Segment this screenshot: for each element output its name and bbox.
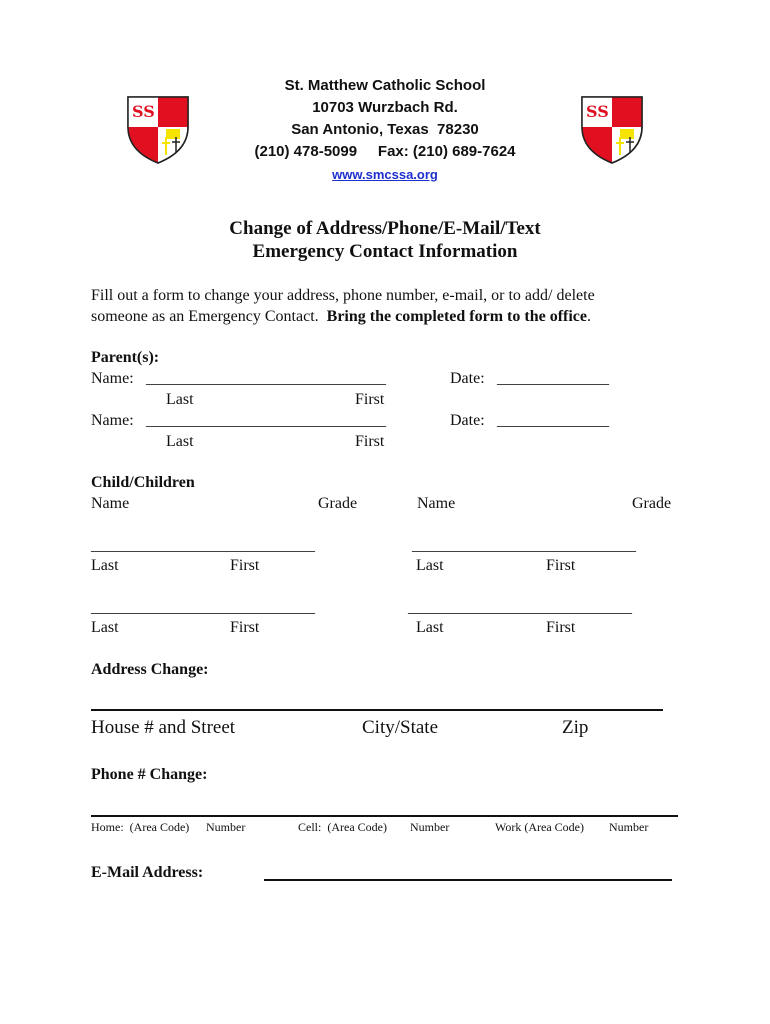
intro-text-bold: Bring the completed form to the office [326, 308, 588, 325]
address-street-caption: House # and Street [91, 717, 236, 738]
parents-heading: Parent(s): [91, 349, 160, 366]
school-name: St. Matthew Catholic School [284, 77, 486, 94]
school-street: 10703 Wurzbach Rd. [312, 99, 458, 116]
parent2-date-field[interactable]: ______________ [497, 412, 609, 429]
website-link[interactable]: www.smcssa.org [332, 167, 438, 182]
work-number-caption: Number [609, 820, 649, 834]
email-input-line[interactable] [264, 879, 672, 881]
phone-input-line[interactable] [91, 815, 678, 817]
school-city: San Antonio, Texas 78230 [291, 121, 479, 138]
address-heading: Address Change: [91, 661, 209, 678]
school-phone-fax: (210) 478-5099 Fax: (210) 689-7624 [254, 143, 516, 160]
cell-area-code-caption: Cell: (Area Code) [298, 820, 387, 834]
children-heading: Child/Children [91, 474, 195, 491]
child1-last-caption: Last [91, 557, 119, 574]
form-title-line2: Emergency Contact Information [252, 241, 518, 262]
parent1-name-field[interactable]: ______________________________ [146, 370, 386, 387]
child1-name-field[interactable]: ____________________________ [91, 537, 315, 554]
svg-text:SS: SS [586, 102, 609, 121]
address-input-line[interactable] [91, 709, 663, 711]
intro-text-line1: Fill out a form to change your address, phone number, e-mail, or to add/ delete [91, 287, 595, 304]
parent2-first-caption: First [355, 433, 385, 450]
parent2-date-label: Date: [450, 412, 485, 429]
parent1-first-caption: First [355, 391, 385, 408]
child2-last-caption: Last [416, 557, 444, 574]
svg-text:SS: SS [132, 102, 155, 121]
parent1-name-label: Name: [91, 370, 134, 387]
child1-first-caption: First [230, 557, 260, 574]
child2-name-field[interactable]: ____________________________ [412, 537, 636, 554]
child-name-col-left: Name [91, 495, 130, 512]
child-grade-col-left: Grade [318, 495, 358, 512]
intro-text-period: . [587, 308, 592, 325]
parent2-last-caption: Last [166, 433, 194, 450]
parent1-last-caption: Last [166, 391, 194, 408]
home-number-caption: Number [206, 820, 246, 834]
phone-heading: Phone # Change: [91, 766, 208, 783]
home-area-code-caption: Home: (Area Code) [91, 820, 190, 834]
cell-number-caption: Number [410, 820, 450, 834]
intro-text-line2 [91, 308, 591, 326]
address-city-caption: City/State [362, 717, 438, 738]
child3-last-caption: Last [91, 619, 119, 636]
child4-first-caption: First [546, 619, 576, 636]
parent1-date-field[interactable]: ______________ [497, 370, 609, 387]
form-title-line1: Change of Address/Phone/E-Mail/Text [229, 218, 541, 239]
website-link-row [0, 166, 770, 183]
child2-first-caption: First [546, 557, 576, 574]
child3-first-caption: First [230, 619, 260, 636]
address-zip-caption: Zip [562, 717, 589, 738]
parent1-date-label: Date: [450, 370, 485, 387]
child-grade-col-right: Grade [632, 495, 672, 512]
child-name-col-right: Name [417, 495, 456, 512]
child4-last-caption: Last [416, 619, 444, 636]
intro-text-plain: someone as an Emergency Contact. [91, 308, 327, 325]
parent2-name-label: Name: [91, 412, 134, 429]
child3-name-field[interactable]: ____________________________ [91, 599, 315, 616]
parent2-name-field[interactable]: ______________________________ [146, 412, 386, 429]
work-area-code-caption: Work (Area Code) [495, 820, 584, 834]
child4-name-field[interactable]: ____________________________ [408, 599, 632, 616]
email-heading: E-Mail Address: [91, 864, 204, 881]
